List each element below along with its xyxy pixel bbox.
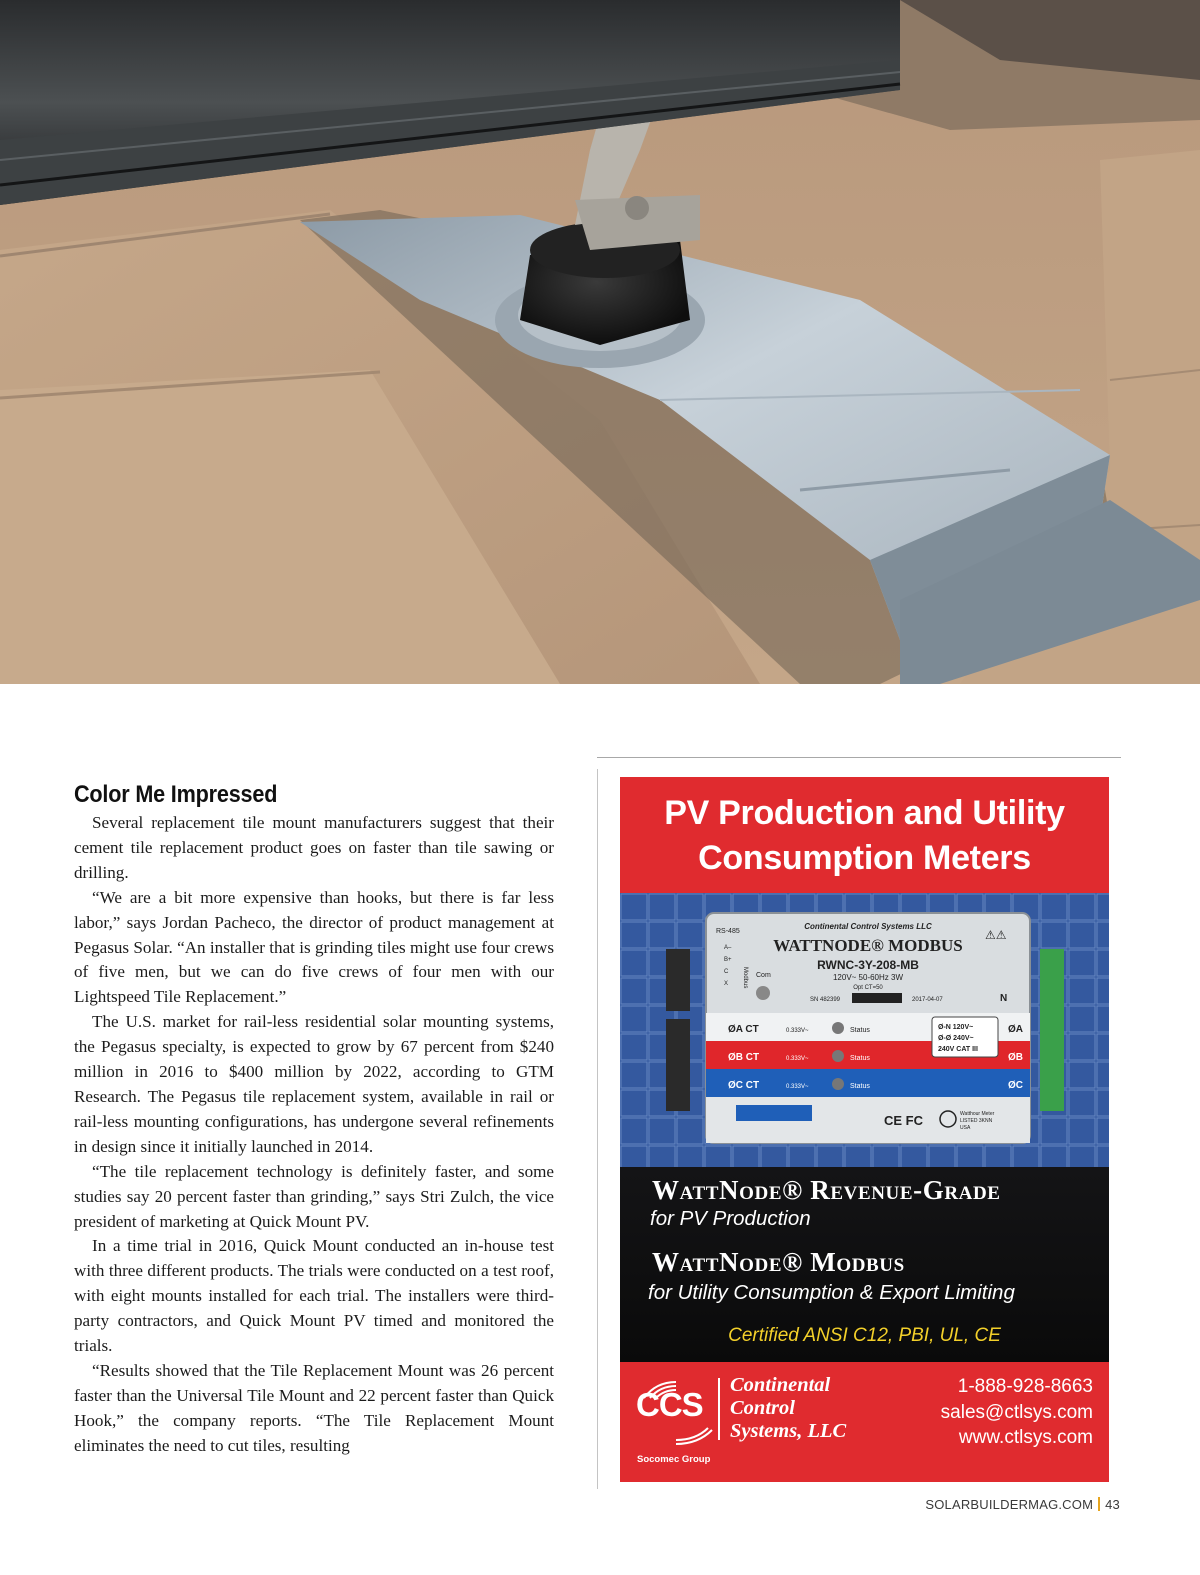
phase-a-status: Status <box>850 1027 870 1034</box>
solar-tile-replacement-mount-photo-icon <box>0 0 1200 684</box>
pin-c: C <box>724 969 729 975</box>
company-name <box>730 1374 846 1443</box>
phase-c-right: ØC <box>1008 1080 1023 1091</box>
phase-b-status: Status <box>850 1055 870 1062</box>
article-paragraph: “Results showed that the Tile Replacement Mount was 26 percent faster than the Universal Tile Mount and 22 percent faster than Quick Hook,” the company reports. “The Tile Replacement Mount eliminates the need to cut tiles, resulting <box>74 1360 554 1455</box>
ad-top-rule <box>597 757 1121 758</box>
article-paragraph: Several replacement tile mount manufacturers suggest that their cement tile replacement product goes on faster than tile sawing or drilling. <box>74 813 554 882</box>
folio-divider <box>1098 1497 1100 1511</box>
com-label: Com <box>756 972 771 979</box>
page-folio <box>925 1497 1120 1512</box>
article-photo <box>0 0 1200 684</box>
phase-c-label: ØC CT <box>728 1080 760 1091</box>
article-paragraph: “We are a bit more expensive than hooks, but there is far less labor,” says Jordan Pacheco, the director of product management at Pegasus Solar. “An installer that is grinding tiles might use four crews of five men, but we can do five crews of four men with our Lightspeed Tile Replacement.” <box>74 887 554 1007</box>
device-maker: Continental Control Systems LLC <box>804 922 932 931</box>
ccs-logo-letters: CCS <box>636 1386 703 1423</box>
brand-sub-2: for Utility Consumption & Export Limiting <box>648 1281 1015 1304</box>
ad-headline <box>620 791 1109 881</box>
brand-line-1: WattNode® Revenue-Grade <box>652 1175 1001 1205</box>
listing-line-3: USA <box>960 1125 971 1131</box>
device-serial: SN 482399 <box>810 997 841 1003</box>
ad-footer <box>620 1362 1109 1482</box>
company-name-line-1: Continental <box>730 1374 831 1396</box>
device-opt: Opt CT=50 <box>853 985 883 991</box>
modbus-label: Modbus <box>742 967 748 989</box>
barcode-icon <box>852 993 902 1003</box>
pin-a: A– <box>724 945 732 951</box>
voltage-line-1: Ø-N 120V~ <box>938 1024 974 1031</box>
company-contact <box>941 1374 1093 1451</box>
brand-sub-1: for PV Production <box>650 1207 811 1230</box>
section-heading: Color Me Impressed <box>74 781 278 808</box>
device-brand: WATTNODE® MODBUS <box>773 936 963 955</box>
voltage-line-2: Ø-Ø 240V~ <box>938 1035 974 1042</box>
phase-b-status-led-icon <box>832 1050 844 1062</box>
phase-a-ct: 0.333V~ <box>786 1028 809 1034</box>
article-paragraph: In a time trial in 2016, Quick Mount conducted an in-house test with three different products. The trials were conducted on a test roof, with eight mounts installed for each trial. The installers were third-party contractors, and Quick Mount PV timed and monitored the trials. <box>74 1236 554 1356</box>
device-model: RWNC-3Y-208-MB <box>817 958 919 972</box>
phase-c-ct: 0.333V~ <box>786 1084 809 1090</box>
page-number: 43 <box>1105 1497 1120 1512</box>
article-paragraph: The U.S. market for rail-less residential solar mounting systems, the Pegasus specialty, is expected to grow by 67 percent from $240 million in 2016 to $400 million by 2022, according to GTM Research. The Pegasus tile replacement system, available in rail or rail-less mounting configurations, has undergone several refinements in design since it initially launched in 2014. <box>74 1012 554 1156</box>
company-phone[interactable]: 1-888-928-8663 <box>957 1376 1093 1397</box>
neutral-label: N <box>1000 993 1008 1004</box>
com-led-icon <box>756 986 770 1000</box>
company-email[interactable]: sales@ctlsys.com <box>940 1401 1093 1423</box>
pin-x: X <box>724 981 729 987</box>
wattnode-meter-photo <box>620 893 1109 1183</box>
article-paragraph: “The tile replacement technology is definitely faster, and some studies say 20 percent faster than grinding,” says Stri Zulch, the vice president of marketing at Quick Mount PV. <box>74 1161 554 1231</box>
certifications: Certified ANSI C12, PBI, UL, CE <box>728 1325 1001 1346</box>
article-column <box>74 781 554 1459</box>
ad-headline-line-2: Consumption Meters <box>698 839 1031 877</box>
advertisement[interactable] <box>620 777 1109 1482</box>
phase-a-right: ØA <box>1008 1024 1023 1035</box>
phase-c-status: Status <box>850 1083 870 1090</box>
brand-line-2: WattNode® Modbus <box>652 1247 905 1277</box>
ce-fcc-marks: CE FC <box>884 1113 923 1128</box>
ad-header <box>620 777 1109 893</box>
listing-line-2: LISTED 3KNN <box>960 1118 993 1124</box>
company-name-line-2: Control <box>730 1397 795 1419</box>
logo-divider <box>718 1378 720 1440</box>
ad-left-rule <box>597 769 598 1489</box>
rs485-label: RS-485 <box>716 928 740 935</box>
company-group: Socomec Group <box>637 1454 711 1465</box>
company-website[interactable]: www.ctlsys.com <box>958 1427 1093 1448</box>
phase-b-label: ØB CT <box>728 1052 760 1063</box>
phase-b-right: ØB <box>1008 1052 1023 1063</box>
phase-c-status-led-icon <box>832 1078 844 1090</box>
device-date: 2017-04-07 <box>912 997 943 1003</box>
phase-a-label: ØA CT <box>728 1024 759 1035</box>
dip-switch-icon <box>736 1105 812 1121</box>
pin-b: B+ <box>724 957 732 963</box>
company-name-line-3: Systems, LLC <box>730 1420 847 1442</box>
listing-line-1: Watthour Meter <box>960 1111 995 1117</box>
device-rating: 120V~ 50-60Hz 3W <box>832 973 904 982</box>
ad-product-image <box>620 893 1109 1183</box>
phase-b-ct: 0.333V~ <box>786 1056 809 1062</box>
voltage-line-3: 240V CAT III <box>938 1046 978 1053</box>
folio-site: SOLARBUILDERMAG.COM <box>925 1497 1094 1512</box>
ad-headline-line-1: PV Production and Utility <box>664 794 1065 832</box>
phase-a-status-led-icon <box>832 1022 844 1034</box>
warning-icon: ⚠⚠ <box>985 928 1007 942</box>
